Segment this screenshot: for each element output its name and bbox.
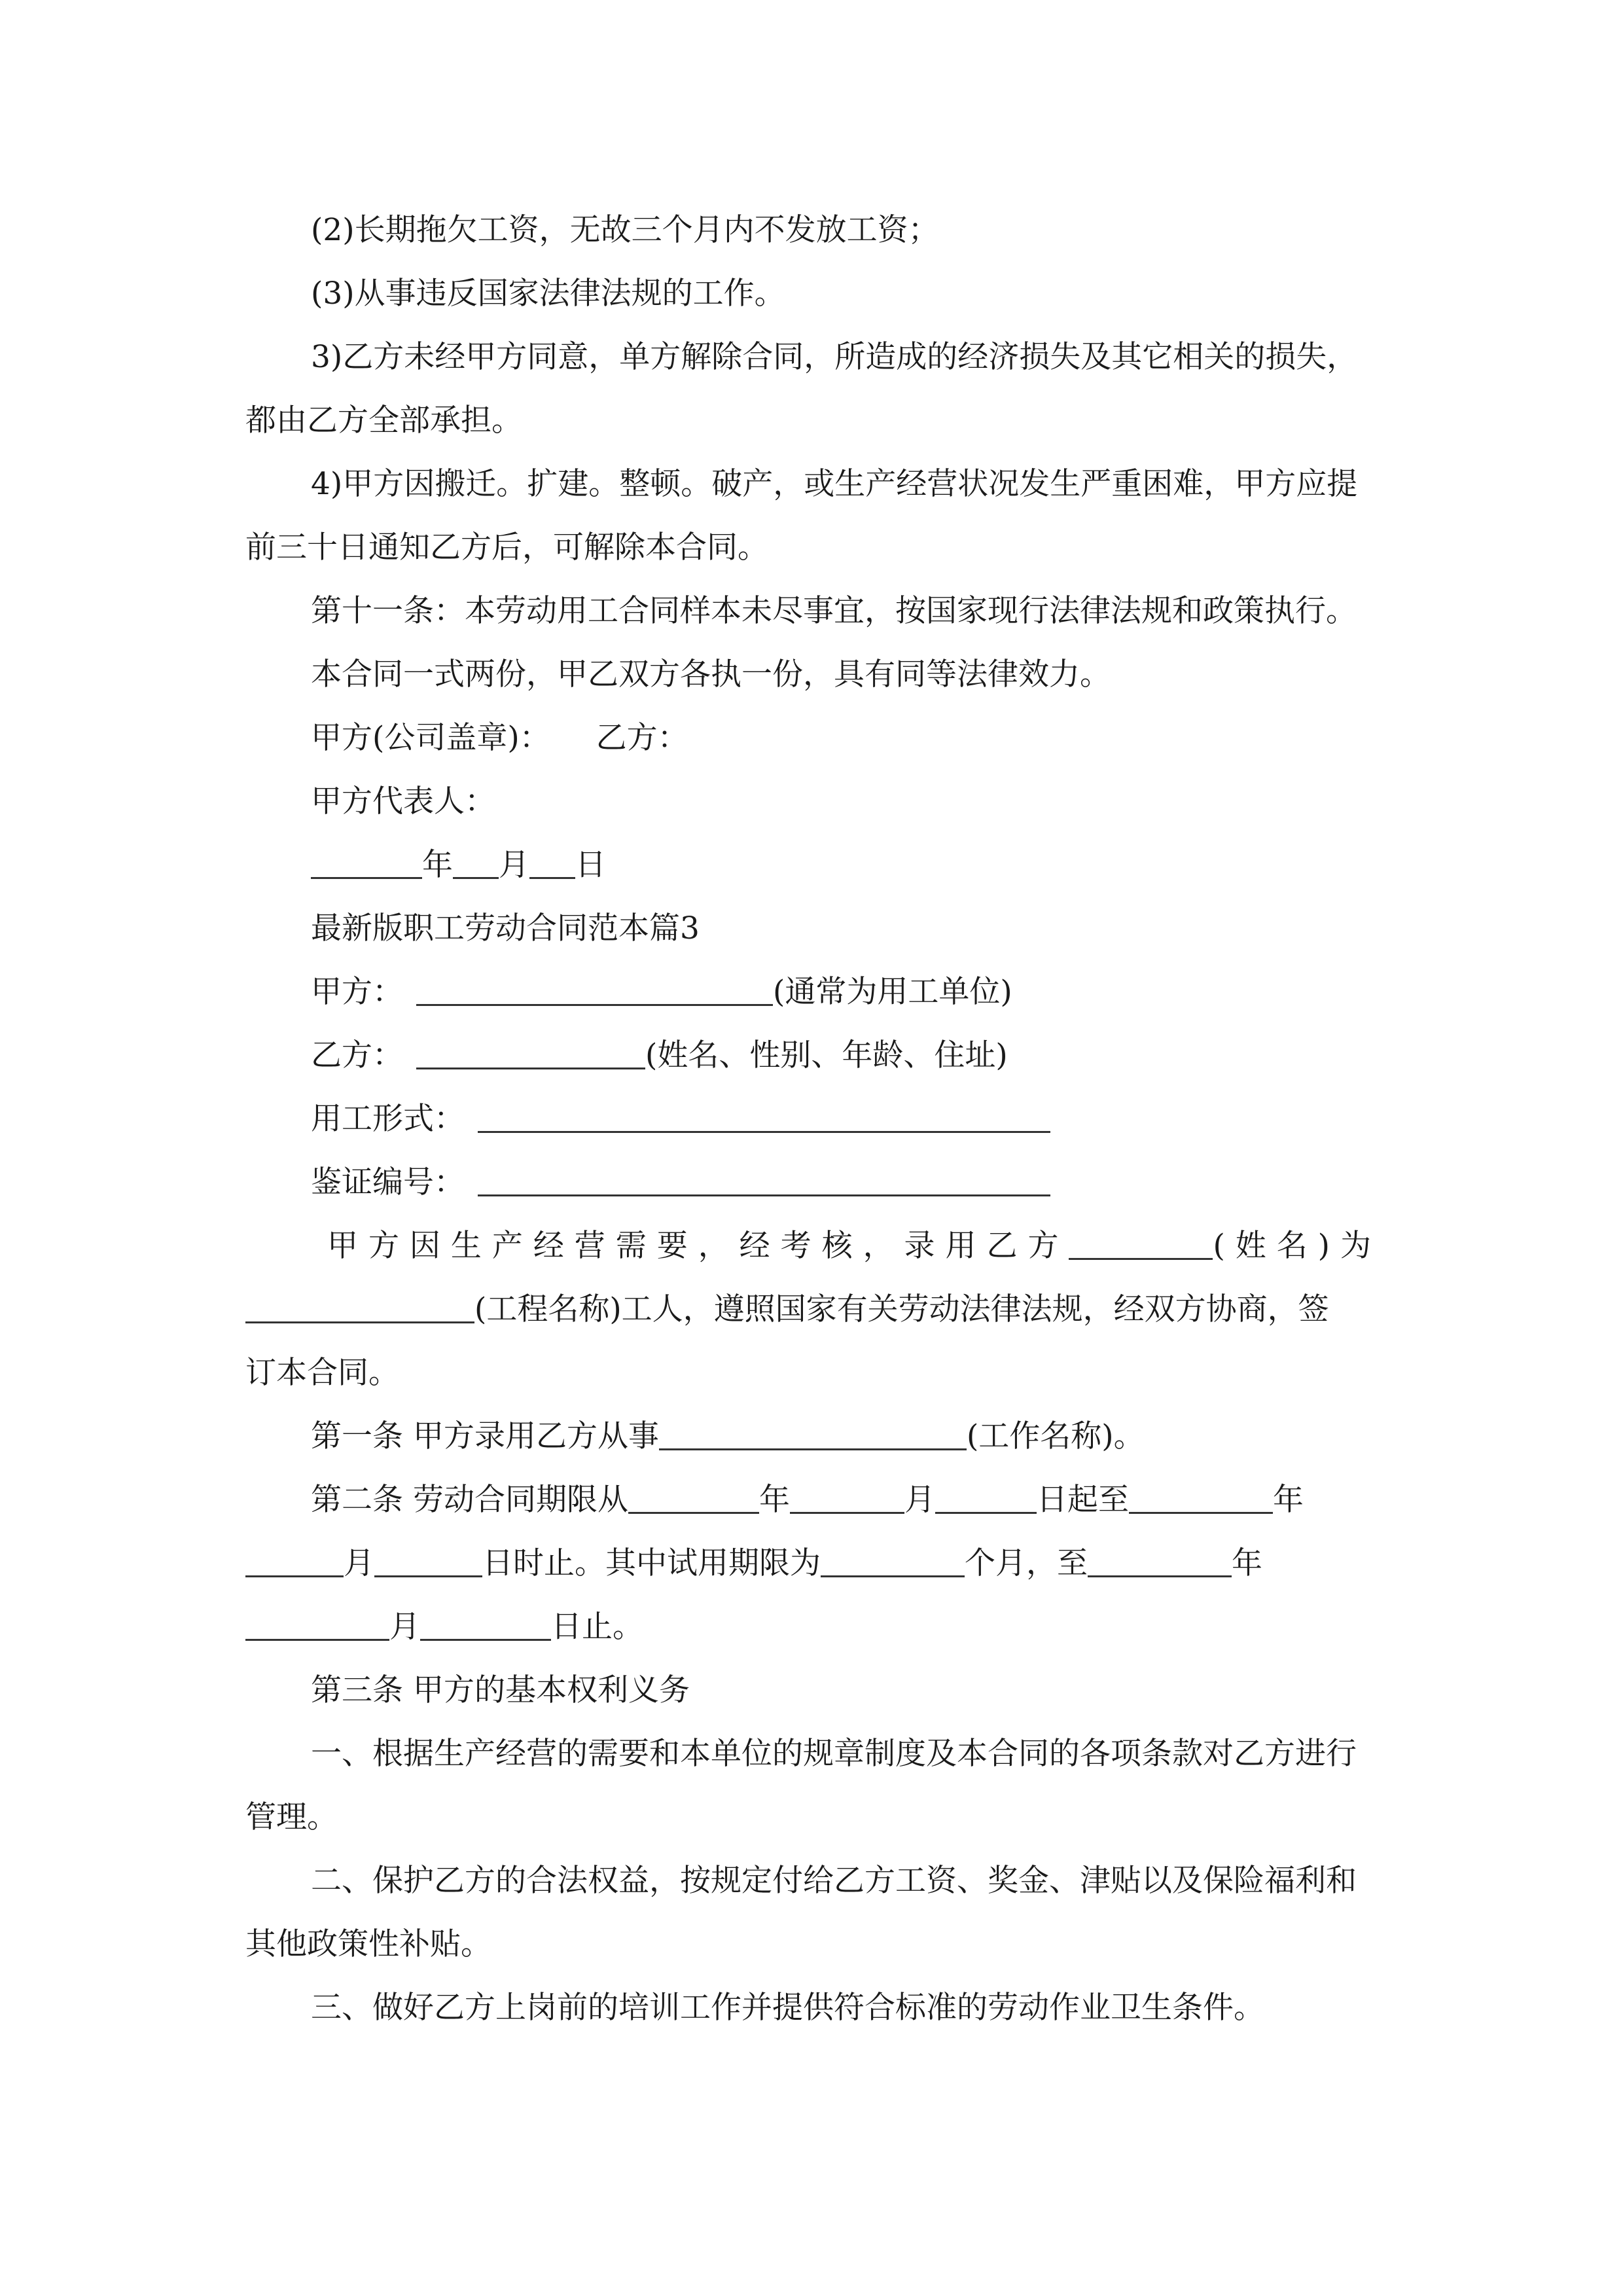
- article-2-until: 日时止。其中试用期限为: [482, 1545, 821, 1581]
- paragraph-termination-by-a: 4)甲方因搬迁。扩建。整顿。破产，或生产经营状况发生严重困难，甲方应提前三十日通知乙方后，可解除本合同。: [245, 466, 1358, 565]
- article-2-year2: 年: [1272, 1482, 1304, 1518]
- section-title: 最新版职工劳动合同范本篇3: [311, 910, 700, 946]
- signature-line: [311, 706, 1443, 770]
- certification-number-label: 鉴证编号：: [311, 1164, 465, 1200]
- article-1-blank: [659, 1414, 967, 1450]
- article-3-heading: 第三条 甲方的基本权利义务: [311, 1672, 690, 1708]
- employment-form-line: [311, 1087, 1443, 1151]
- intro-project-blank: [245, 1287, 474, 1323]
- intro-line-3: 订本合同。: [245, 1355, 399, 1391]
- article-2-day2-blank: [374, 1541, 482, 1577]
- article-2-month2: 月: [344, 1545, 374, 1581]
- article-2-end: 日止。: [551, 1609, 643, 1645]
- article-2-line-2: [245, 1532, 1378, 1595]
- intro-text-1: 甲方因生产经营需要，经考核，录用乙方: [327, 1228, 1069, 1264]
- date-year-label: 年: [422, 847, 453, 883]
- article-1: [311, 1405, 1443, 1468]
- party-a-blank: [416, 970, 773, 1006]
- intro-name-note: (姓名)为: [1213, 1228, 1378, 1264]
- party-b-blank: [416, 1033, 645, 1069]
- employment-form-blank: [478, 1097, 1050, 1133]
- article-2-month2-blank: [245, 1541, 344, 1577]
- article-2-day3-blank: [420, 1605, 551, 1641]
- article-3-item-2: 二、保护乙方的合法权益，按规定付给乙方工资、奖金、津贴以及保险福利和其他政策性补贴。: [245, 1863, 1357, 1962]
- date-month-label: 月: [499, 847, 529, 883]
- intro-name-blank: [1069, 1224, 1213, 1260]
- party-b-signature-label: 乙方：: [596, 720, 688, 756]
- party-a-note: (通常为用工单位): [773, 974, 1012, 1010]
- intro-line-2: [245, 1278, 1378, 1341]
- paragraph-copies: 本合同一式两份，甲乙双方各执一份，具有同等法律效力。: [311, 656, 1111, 692]
- date-month-blank: [453, 843, 499, 879]
- article-3-item-1: 一、根据生产经营的需要和本单位的规章制度及本合同的各项条款对乙方进行管理。: [245, 1736, 1357, 1835]
- article-2-month-blank: [790, 1478, 904, 1514]
- article-2-year2-blank: [1129, 1478, 1273, 1514]
- article-3-item-3: 三、做好乙方上岗前的培训工作并提供符合标准的劳动作业卫生条件。: [311, 1990, 1264, 2026]
- party-a-label: 甲方：: [311, 974, 403, 1010]
- date-line: [311, 833, 1443, 897]
- article-2-day-blank: [935, 1478, 1037, 1514]
- article-2-text: 第二条 劳动合同期限从: [311, 1482, 628, 1518]
- date-year-blank: [311, 843, 422, 879]
- certification-number-line: [311, 1151, 1443, 1214]
- party-b-note: (姓名、性别、年龄、住址): [645, 1037, 1008, 1073]
- article-2-months: 个月，至: [965, 1545, 1088, 1581]
- intro-line-1: [327, 1214, 1378, 1278]
- date-day-blank: [529, 843, 575, 879]
- paragraph-clause-2: (2)长期拖欠工资，无故三个月内不发放工资；: [311, 212, 939, 248]
- article-2-month: 月: [904, 1482, 935, 1518]
- party-a-signature-label: 甲方(公司盖章)：: [311, 720, 550, 756]
- article-2-year3-blank: [1088, 1541, 1232, 1577]
- date-day-label: 日: [575, 847, 606, 883]
- party-b-label: 乙方：: [311, 1037, 403, 1073]
- article-2-line-3: [245, 1595, 1378, 1659]
- paragraph-termination-by-b: 3)乙方未经甲方同意，单方解除合同，所造成的经济损失及其它相关的损失，都由乙方全部承担。: [245, 339, 1358, 439]
- article-1-note: (工作名称)。: [966, 1418, 1145, 1454]
- intro-text-2: (工程名称)工人，遵照国家有关劳动法律法规，经双方协商，签: [474, 1291, 1329, 1327]
- certification-number-blank: [478, 1160, 1050, 1196]
- paragraph-article-11: 第十一条：本劳动用工合同样本未尽事宜，按国家现行法律法规和政策执行。: [311, 593, 1357, 629]
- employment-form-label: 用工形式：: [311, 1101, 465, 1137]
- article-2-year3: 年: [1232, 1545, 1262, 1581]
- party-b-line: [311, 1024, 1443, 1087]
- article-2-month3: 月: [389, 1609, 420, 1645]
- representative-label: 甲方代表人：: [311, 783, 495, 819]
- article-1-text: 第一条 甲方录用乙方从事: [311, 1418, 659, 1454]
- article-2-day-from: 日起至: [1036, 1482, 1129, 1518]
- article-2-year-blank: [628, 1478, 759, 1514]
- article-2-month3-blank: [245, 1605, 389, 1641]
- article-2-year: 年: [758, 1482, 790, 1518]
- party-a-line: [311, 960, 1443, 1024]
- paragraph-clause-3: (3)从事违反国家法律法规的工作。: [311, 276, 785, 312]
- article-2-line-1: [311, 1468, 1443, 1532]
- article-2-probation-blank: [821, 1541, 965, 1577]
